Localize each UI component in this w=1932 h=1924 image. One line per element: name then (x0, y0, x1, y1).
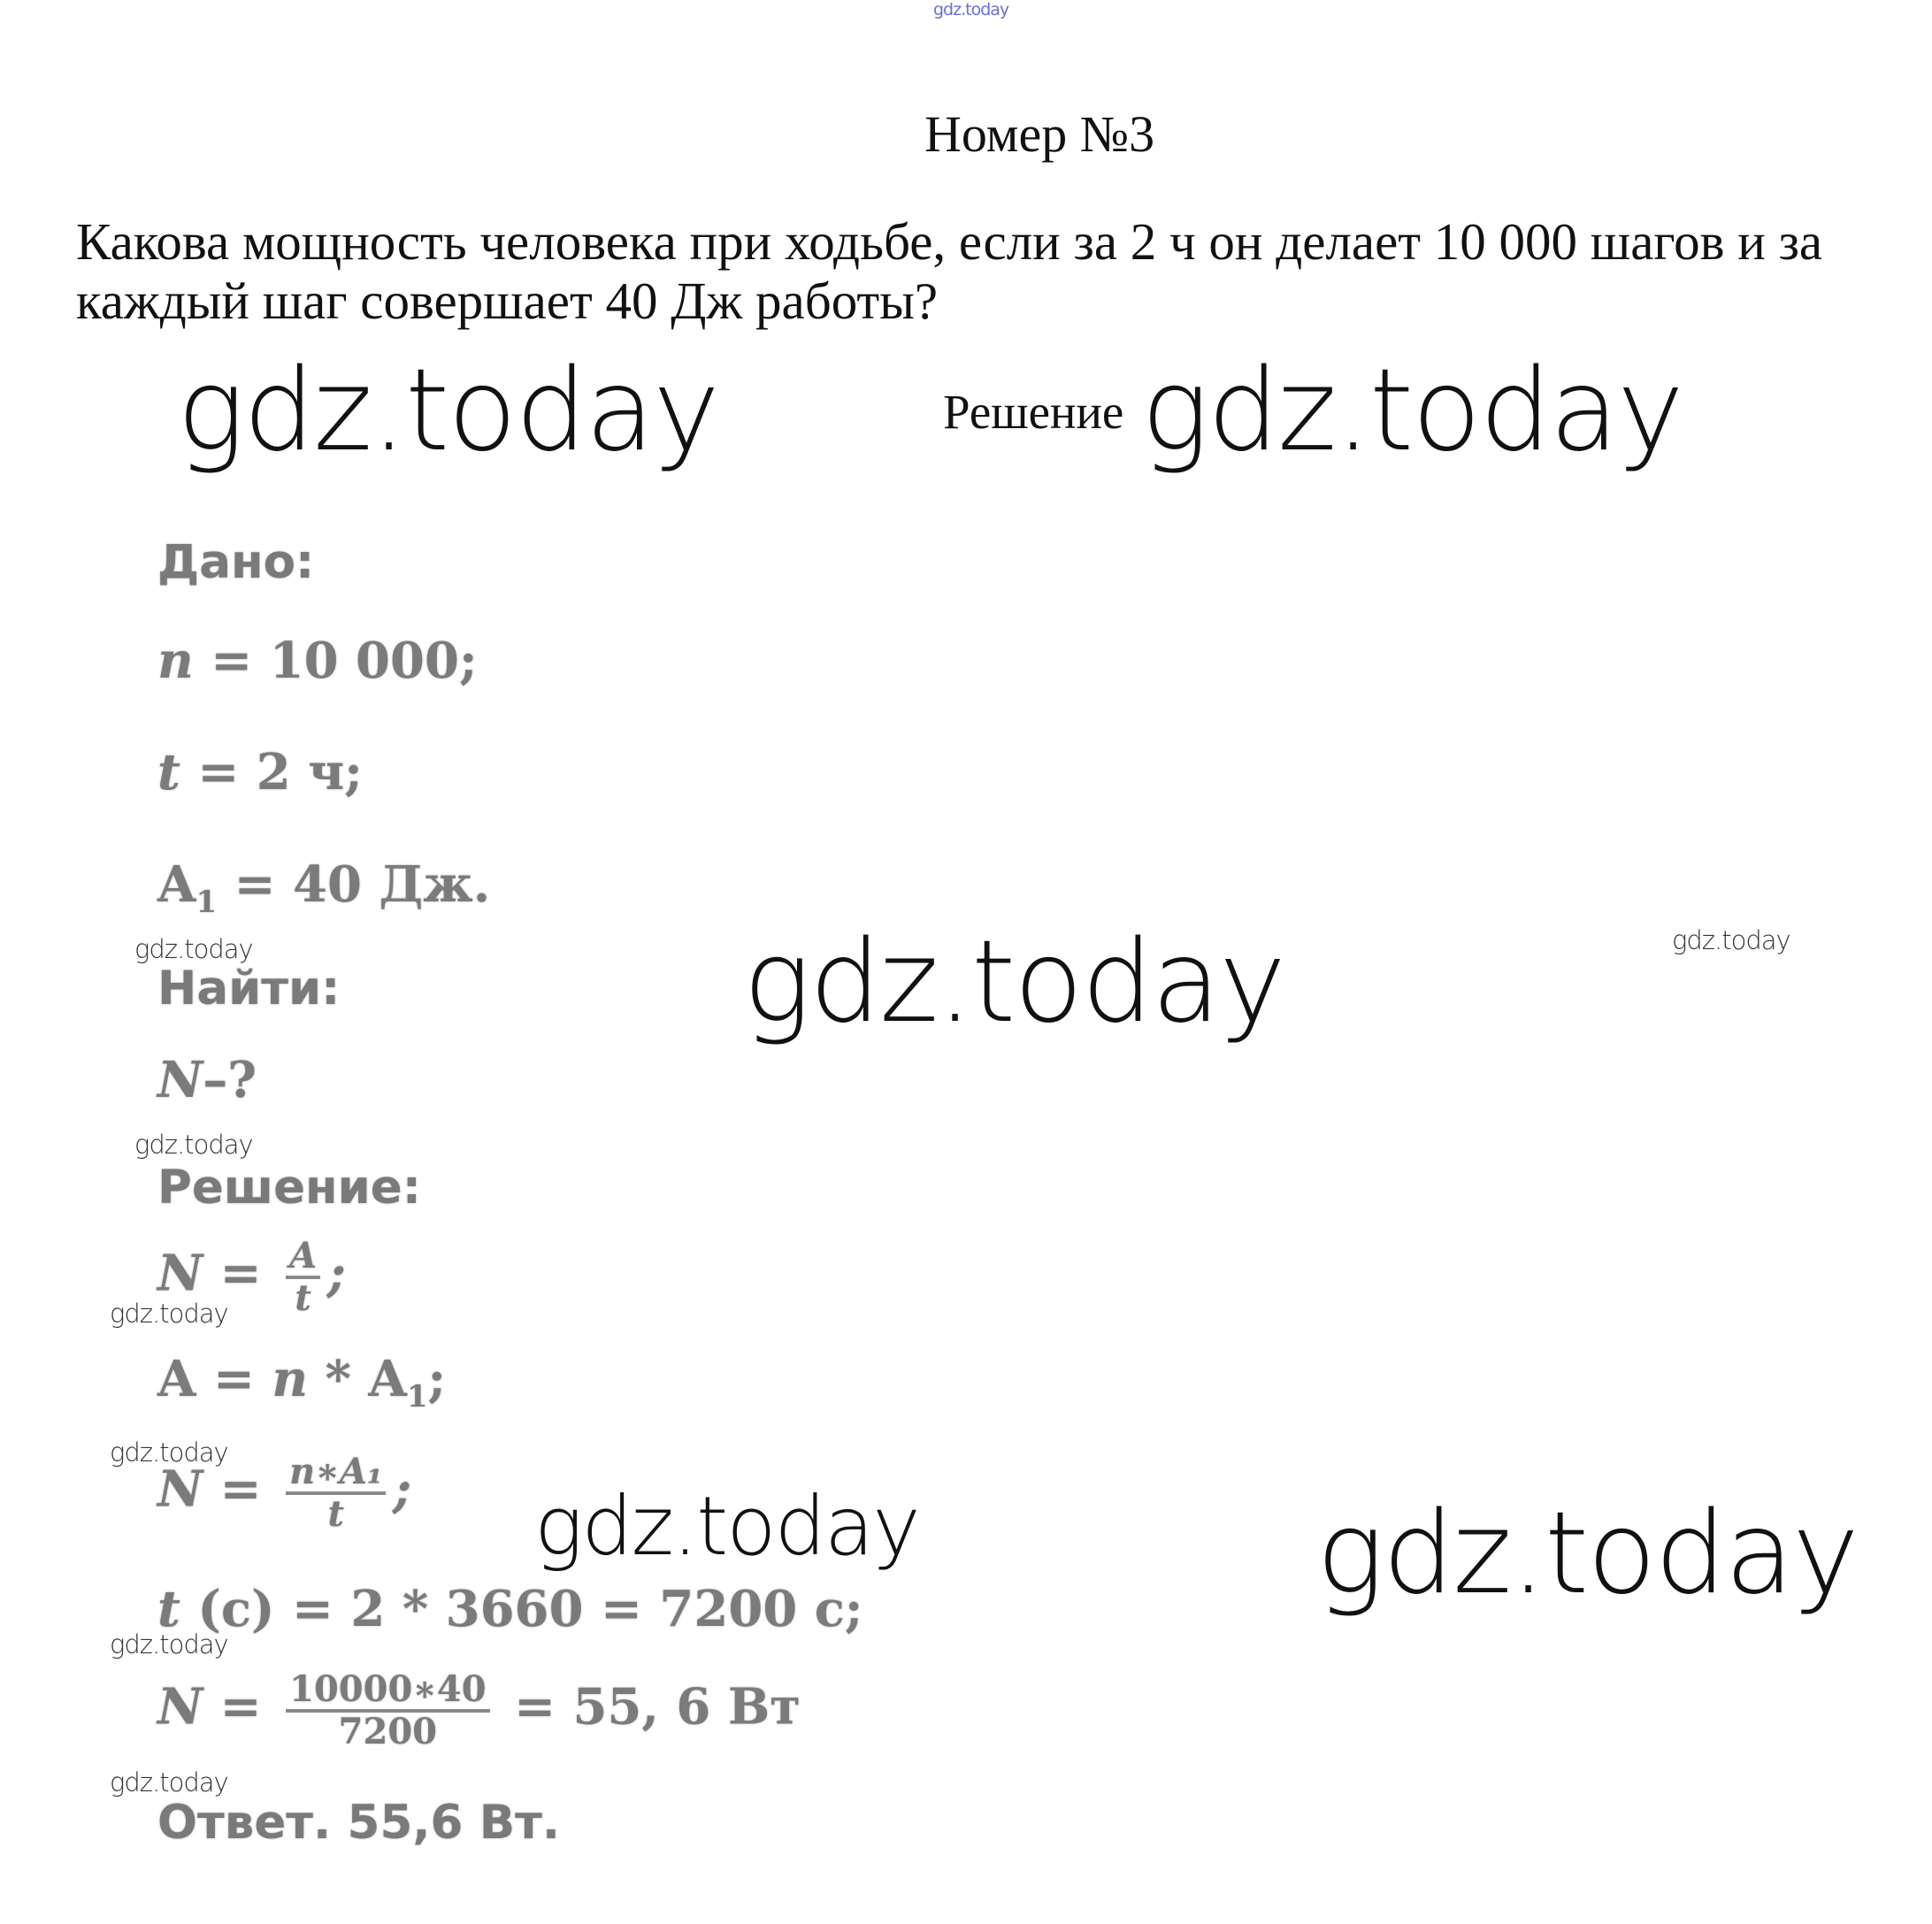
watermark-small: gdz.today (1672, 925, 1790, 955)
given-a1 (157, 855, 490, 920)
find-var: N (157, 1051, 203, 1109)
watermark: gdz.today (743, 916, 1284, 1048)
fraction-denominator: t (295, 1277, 311, 1319)
formula-time (157, 1580, 863, 1638)
problem-line-1: Какова мощность человека при ходьбе, если за 2 ч он делает 10 000 шагов и за (76, 212, 1823, 271)
formula-work-a: A = (157, 1350, 272, 1408)
given-a-sub: 1 (196, 885, 218, 920)
formula-expanded-lhs: N = (157, 1460, 262, 1519)
given-t (157, 743, 363, 801)
formula-work-mul: * A (308, 1350, 407, 1408)
watermark-small: gdz.today (134, 1130, 253, 1160)
watermark-small: gdz.today (110, 1629, 228, 1660)
watermark: gdz.today (177, 345, 718, 477)
given-n-value: = 10 000; (193, 632, 478, 690)
given-t-var: t (157, 743, 180, 801)
fraction-numerator: A (286, 1237, 320, 1279)
formula-power (157, 1237, 346, 1318)
solution-label-top: Решение (943, 385, 1124, 439)
fraction-denominator: t (327, 1493, 344, 1535)
watermark-small: gdz.today (110, 1299, 228, 1329)
formula-power-tail: ; (327, 1244, 346, 1303)
fraction-denominator: 7200 (338, 1711, 437, 1752)
given-n-var: n (157, 632, 194, 690)
fraction-numerator: n∗A₁ (286, 1453, 386, 1495)
site-mark: gdz.today (933, 0, 1009, 19)
find-n (157, 1051, 257, 1109)
watermark: gdz.today (1316, 1488, 1858, 1620)
formula-power-lhs: N = (157, 1244, 262, 1303)
answer: Ответ. 55,6 Вт. (157, 1796, 561, 1850)
formula-power-fraction (286, 1237, 320, 1318)
find-heading: Найти: (157, 962, 341, 1016)
watermark: gdz.today (534, 1479, 919, 1574)
given-n (157, 632, 478, 690)
formula-result (157, 1670, 801, 1752)
formula-work (157, 1350, 446, 1414)
fraction-numerator: 10000∗40 (286, 1670, 489, 1713)
given-a-var: A (157, 855, 196, 914)
formula-time-var: t (157, 1580, 180, 1638)
formula-expanded-tail: ; (393, 1460, 412, 1519)
formula-result-value: = 55, 6 Вт (514, 1677, 801, 1736)
problem-line-2: каждый шаг совершает 40 Дж работы? (76, 272, 939, 330)
given-a-value: = 40 Дж. (217, 855, 491, 914)
formula-work-sub: 1 (406, 1379, 428, 1414)
find-rest: –? (203, 1051, 257, 1109)
formula-power-expanded (157, 1453, 411, 1534)
formula-result-fraction (286, 1670, 489, 1752)
formula-result-lhs: N = (157, 1677, 262, 1736)
watermark: gdz.today (1141, 345, 1683, 477)
watermark-small: gdz.today (134, 934, 253, 964)
watermark-small: gdz.today (110, 1437, 228, 1468)
formula-work-n: n (272, 1350, 309, 1408)
formula-work-tail: ; (427, 1350, 447, 1408)
given-t-value: = 2 ч; (180, 743, 363, 801)
page-title: Номер №3 (924, 105, 1155, 163)
formula-time-rest: (c) = 2 * 3660 = 7200 с; (180, 1580, 863, 1638)
solution-heading: Решение: (157, 1161, 421, 1215)
formula-expanded-fraction (286, 1453, 386, 1534)
given-heading: Дано: (157, 535, 315, 589)
watermark-small: gdz.today (110, 1767, 228, 1798)
